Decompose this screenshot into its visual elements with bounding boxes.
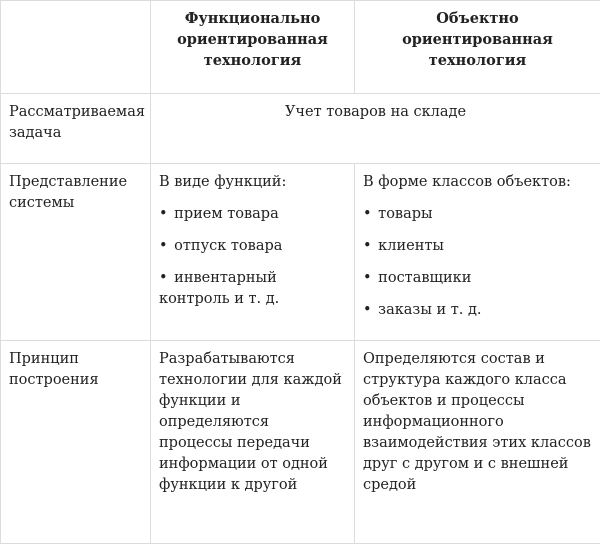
header-corner-cell: [1, 1, 151, 94]
representation-object-cell: [355, 164, 600, 341]
list-item-text: прием товара: [174, 206, 279, 222]
task-value: Учет товаров на складе: [151, 94, 600, 164]
list-item-text: инвентарный контроль и т. д.: [159, 270, 279, 307]
bullet-icon: •: [159, 270, 168, 286]
principle-functional-cell: Разрабатываются технологии для каждой функции и определяются процессы передачи информации от одной функции к другой: [151, 341, 355, 544]
bullet-icon: •: [159, 238, 168, 254]
bullet-icon: •: [363, 302, 372, 318]
list-item: [159, 236, 346, 257]
list-item: [159, 204, 346, 225]
principle-row: [1, 341, 600, 544]
object-intro: В форме классов объектов:: [363, 172, 592, 193]
representation-row: [1, 164, 600, 341]
header-row: [1, 1, 600, 94]
task-row: [1, 94, 600, 164]
list-item: [363, 268, 592, 289]
bullet-icon: •: [363, 238, 372, 254]
list-item-text: клиенты: [378, 238, 444, 254]
representation-label: Представление системы: [1, 164, 151, 341]
bullet-icon: •: [159, 206, 168, 222]
list-item: [363, 236, 592, 257]
principle-label: Принцип построения: [1, 341, 151, 544]
bullet-icon: •: [363, 206, 372, 222]
object-list: [363, 204, 592, 321]
bullet-icon: •: [363, 270, 372, 286]
list-item-text: товары: [378, 206, 432, 222]
list-item-text: заказы и т. д.: [378, 302, 481, 318]
functional-list: [159, 204, 346, 310]
representation-functional-cell: [151, 164, 355, 341]
principle-object-cell: Определяются состав и структура каждого класса объектов и процессы информационного взаимодействия этих классов друг с другом и с внешней средой: [355, 341, 600, 544]
list-item: [363, 204, 592, 225]
functional-intro: В виде функций:: [159, 172, 346, 193]
list-item-text: поставщики: [378, 270, 471, 286]
header-object-technology: Объектно ориентированная технология: [355, 1, 600, 94]
list-item-text: отпуск товара: [174, 238, 282, 254]
header-functional-technology: Функционально ориентированная технология: [151, 1, 355, 94]
list-item: [363, 300, 592, 321]
list-item: [159, 268, 346, 310]
task-label: Рассматриваемая задача: [1, 94, 151, 164]
